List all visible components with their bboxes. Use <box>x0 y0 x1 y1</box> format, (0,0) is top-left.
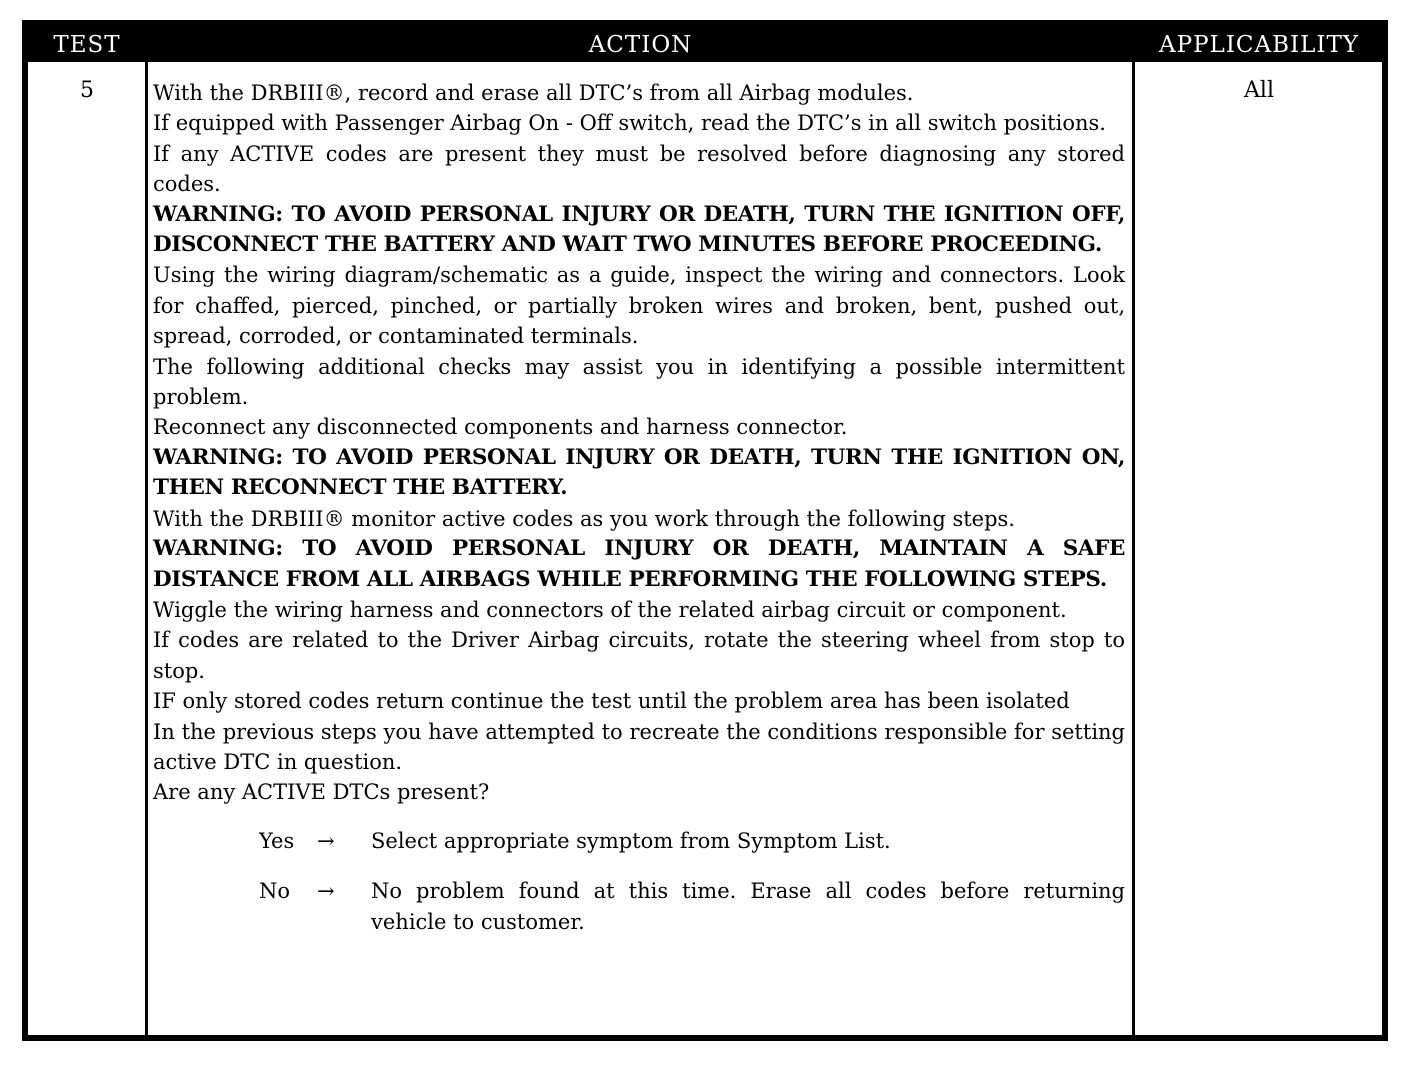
instruction-text: Reconnect any disconnected components and harness connector. <box>153 415 848 440</box>
right-arrow-icon: → <box>317 828 335 853</box>
instruction-text: IF only stored codes return continue the test until the problem area has been isolated <box>153 689 1070 714</box>
warning-text: WARNING: TO AVOID PERSONAL INJURY OR DEATH, TURN THE IGNITION OFF, DISCONNECT THE BATTERY AND WAIT TWO MINUTES BEFORE PROCEEDING. <box>153 201 1125 258</box>
column-divider <box>145 62 148 1035</box>
warning-text: WARNING: TO AVOID PERSONAL INJURY OR DEATH, MAINTAIN A SAFE DISTANCE FROM ALL AIRBAGS WHILE PERFORMING THE FOLLOWING STEPS. <box>153 536 1125 592</box>
answer-text: Select appropriate symptom from Symptom List. <box>371 828 891 853</box>
instruction-text: Are any ACTIVE DTCs present? <box>153 780 490 805</box>
instruction-text: Using the wiring diagram/schematic as a guide, inspect the wiring and connectors. Look for chaffed, pierced, pinched, or partially broken wires and broken, bent, pushed out, spread, corroded, or contaminated terminals. <box>153 263 1125 349</box>
right-arrow-icon: → <box>317 879 335 904</box>
header-action: ACTION <box>588 32 693 58</box>
test-number: 5 <box>80 78 94 103</box>
warning-text: WARNING: TO AVOID PERSONAL INJURY OR DEATH, TURN THE IGNITION ON, THEN RECONNECT THE BATTERY. <box>153 444 1125 501</box>
instruction-text: The following additional checks may assist you in identifying a possible intermittent problem. <box>153 354 1125 410</box>
column-divider <box>1132 62 1135 1035</box>
header-test: TEST <box>53 32 121 58</box>
instruction-text: In the previous steps you have attempted to recreate the conditions responsible for setting active DTC in question. <box>153 719 1125 774</box>
instruction-text: If equipped with Passenger Airbag On - Off switch, read the DTC’s in all switch positions. <box>153 111 1106 136</box>
instruction-text: With the DRBIII®, record and erase all DTC’s from all Airbag modules. <box>153 81 914 105</box>
diagnostic-table <box>22 20 1388 1041</box>
applicability-value: All <box>1244 78 1274 103</box>
answer-text: No problem found at this time. Erase all codes before returning vehicle to customer. <box>371 879 1125 934</box>
answer-no <box>153 876 1125 937</box>
answer-yes <box>153 826 1125 856</box>
answer-label: Yes <box>259 828 295 853</box>
action-paragraphs <box>153 78 1125 808</box>
answer-label: No <box>259 879 291 904</box>
instruction-text: If codes are related to the Driver Airbag circuits, rotate the steering wheel from stop to stop. <box>153 628 1125 683</box>
action-cell <box>153 78 1125 957</box>
instruction-text: If any ACTIVE codes are present they must be resolved before diagnosing any stored codes. <box>153 141 1125 197</box>
instruction-text: With the DRBIII® monitor active codes as you work through the following steps. <box>153 506 1015 531</box>
table-header <box>28 26 1382 62</box>
instruction-text: Wiggle the wiring harness and connectors of the related airbag circuit or component. <box>153 597 1067 622</box>
header-applicability: APPLICABILITY <box>1159 32 1359 58</box>
answer-list <box>153 826 1125 937</box>
